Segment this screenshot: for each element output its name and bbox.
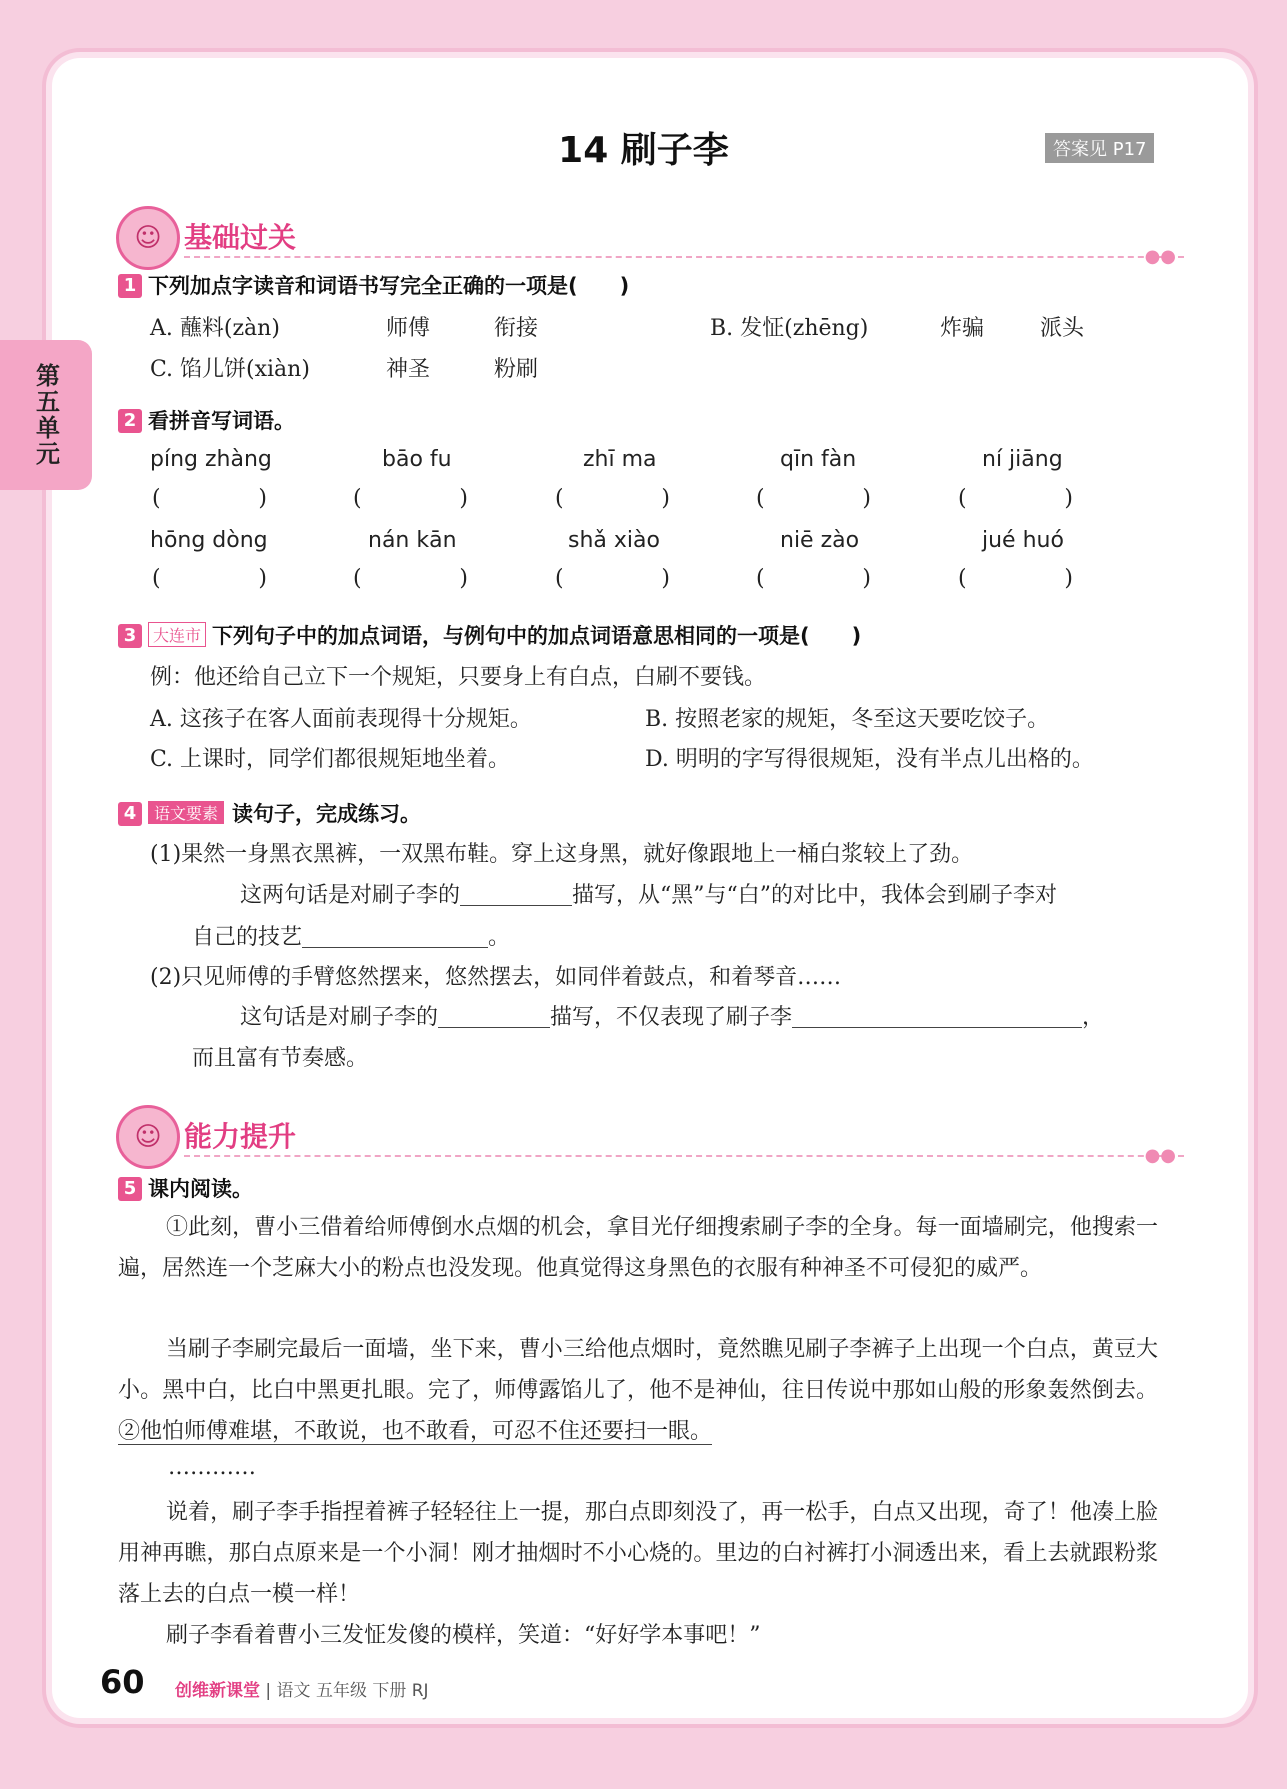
option-a-word3: 衔接 [494,316,539,341]
pinyin-4: qīn fàn [780,447,857,472]
option-b-word3: 派头 [1040,316,1085,341]
answer-blank[interactable]: ( ) [353,566,468,591]
dashed-divider [184,256,1184,258]
question-number: 1 [118,274,142,298]
pinyin-6: hōng dòng [150,528,268,553]
pinyin-9: niē zào [780,528,860,553]
option-d: D. 明明的字写得很规矩，没有半点儿出格的。 [645,747,1094,772]
question-number: 4 [118,802,142,826]
question-1 [118,270,629,300]
reading-paragraph-1: ①此刻，曹小三借着给师傅倒水点烟的机会，拿目光仔细搜索刷子李的全身。每一面墙刷完，他搜索一遍，居然连一个芝麻大小的粉点也没发现。他真觉得这身黑色的衣服有种神圣不可侵犯的威严。 [118,1215,1158,1281]
cartoon-avatar-icon: ☺ [116,206,180,270]
option-a-word2: 师傅 [386,316,431,341]
pinyin-8: shǎ xiào [568,528,660,553]
sentence-1: (1)果然一身黑衣黑裤，一双黑布鞋。穿上这身黑，就好像跟地上一桶白浆较上了劲。 [150,842,974,867]
pinyin-7: nán kān [368,528,457,553]
prompt-2: 这句话是对刷子李的 描写，不仅表现了刷子李 ， [240,1005,1105,1030]
pinyin-5: ní jiāng [982,447,1063,472]
question-2 [118,405,295,435]
answer-reference: 答案见 P17 [1045,133,1154,163]
question-4 [118,798,421,828]
answer-blank[interactable]: ( ) [958,566,1073,591]
option-b-word2: 炸骗 [940,316,985,341]
question-text: 下列加点字读音和词语书写完全正确的一项是( ) [148,274,630,298]
answer-blank[interactable]: ( ) [555,486,670,511]
question-text: 下列句子中的加点词语，与例句中的加点词语意思相同的一项是( ) [212,624,862,648]
element-tag: 语文要素 [148,801,224,824]
prompt-2-cont: 而且富有节奏感。 [192,1046,369,1071]
prompt-1: 这两句话是对刷子李的 描写，从“黑”与“白”的对比中，我体会到刷子李对 [240,883,1058,908]
option-c: C. 上课时，同学们都很规矩地坐着。 [150,747,511,772]
dots-decoration-icon: ●● [1144,1145,1176,1166]
answer-blank[interactable]: ( ) [756,566,871,591]
prompt-1-cont: 自己的技艺 。 [192,925,511,950]
answer-blank[interactable]: ( ) [756,486,871,511]
reading-paragraph-3: 说着，刷子李手指捏着裤子轻轻往上一提，那白点即刻没了，再一松手，白点又出现，奇了！他凑上脸用神再瞧，那白点原来是一个小洞！刚才抽烟时不小心烧的。里边的白衬裤打小洞透出来，看上去就跟粉浆落上去的白点一模一样！ [118,1500,1158,1607]
sentence-2: (2)只见师傅的手臂悠然摆来，悠然摆去，如同伴着鼓点，和着琴音…… [150,965,842,990]
unit-tab: 第五单元 [0,340,92,490]
option-a: A. 这孩子在客人面前表现得十分规矩。 [150,707,532,732]
question-3 [118,620,861,650]
footer-info [175,1676,429,1701]
section-title: 能力提升 [184,1120,297,1153]
pinyin-3: zhī ma [583,447,657,472]
region-tag: 大连市 [148,622,206,647]
page-title: 14 刷子李 [558,130,729,171]
example-sentence: 例：他还给自己立下一个规矩，只要身上有白点，白刷不要钱。 [150,665,767,690]
answer-blank[interactable]: ( ) [958,486,1073,511]
dots-decoration-icon: ●● [1144,246,1176,267]
reading-paragraph-4: 刷子李看着曹小三发怔发傻的模样，笑道：“好好学本事吧！” [166,1623,761,1648]
dashed-divider [184,1155,1184,1157]
question-number: 2 [118,409,142,433]
reading-paragraph-2: 当刷子李刷完最后一面墙，坐下来，曹小三给他点烟时，竟然瞧见刷子李裤子上出现一个白点，黄豆大小。黑中白，比白中黑更扎眼。完了，师傅露馅儿了，他不是神仙，往日传说中那如山般的形象轰然倒去。②他怕师傅难堪，不敢说，也不敢看，可忍不住还要扫一眼。 [118,1337,1158,1444]
answer-blank[interactable]: ( ) [353,486,468,511]
section-header-ability [116,1105,1176,1166]
question-text: 课内阅读。 [148,1177,253,1201]
option-c-word2: 神圣 [386,357,431,382]
question-5 [118,1173,253,1203]
book-info: | 语文 五年级 下册 RJ [265,1681,429,1701]
fill-blank[interactable] [460,883,572,906]
answer-blank[interactable]: ( ) [152,566,267,591]
question-number: 3 [118,624,142,648]
pinyin-2: bāo fu [382,447,452,472]
section-title: 基础过关 [184,221,297,254]
question-text: 读句子，完成练习。 [232,802,422,826]
brand-name: 创维新课堂 [175,1681,260,1701]
section-header-basic [116,206,1176,267]
pinyin-1: píng zhàng [150,447,272,472]
question-number: 5 [118,1177,142,1201]
cartoon-avatar-icon: ☺ [116,1105,180,1169]
fill-blank[interactable] [792,1005,1082,1028]
underlined-sentence: ②他怕师傅难堪，不敢说，也不敢看，可忍不住还要扫一眼。 [118,1419,713,1444]
pinyin-10: jué huó [982,528,1064,553]
answer-blank[interactable]: ( ) [152,486,267,511]
option-c: C. 馅儿饼(xiàn) [150,357,310,382]
option-b: B. 发怔(zhēng) [710,316,869,341]
option-b: B. 按照老家的规矩，冬至这天要吃饺子。 [645,707,1050,732]
option-c-word3: 粉刷 [494,357,539,382]
ellipsis: ………… [168,1455,256,1480]
question-text: 看拼音写词语。 [148,409,295,433]
fill-blank[interactable] [438,1005,550,1028]
page-number: 60 [100,1663,145,1701]
fill-blank[interactable] [302,925,488,948]
answer-blank[interactable]: ( ) [555,566,670,591]
option-a: A. 蘸料(zàn) [150,316,280,341]
